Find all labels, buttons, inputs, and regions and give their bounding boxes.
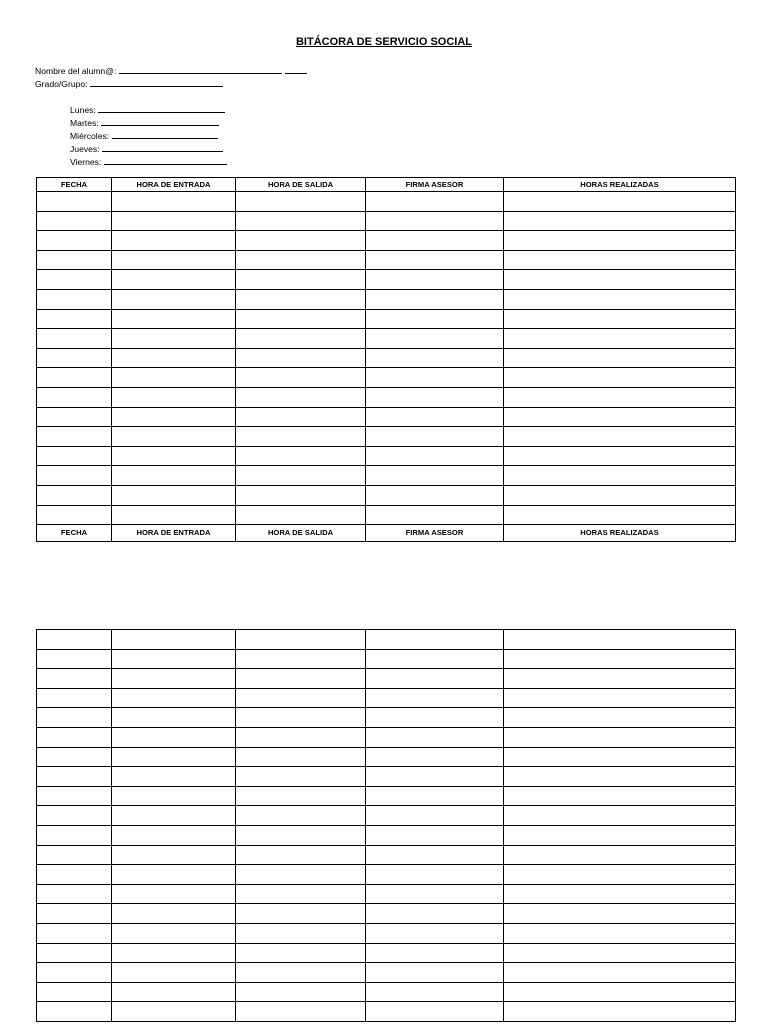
cell-firma-asesor[interactable]: [366, 845, 504, 865]
cell-horas-realizadas[interactable]: [504, 688, 736, 708]
cell-hora-salida[interactable]: [236, 669, 366, 689]
cell-hora-entrada[interactable]: [112, 923, 236, 943]
cell-fecha[interactable]: [37, 669, 112, 689]
cell-hora-entrada[interactable]: [112, 825, 236, 845]
table-footer-row: [37, 525, 736, 542]
cell-horas-realizadas[interactable]: [504, 387, 736, 407]
cell-fecha[interactable]: [37, 904, 112, 924]
footer-horas-realizadas: HORAS REALIZADAS: [504, 525, 736, 542]
table-row: [37, 923, 736, 943]
cell-fecha[interactable]: [37, 250, 112, 270]
cell-horas-realizadas[interactable]: [504, 211, 736, 231]
cell-firma-asesor[interactable]: [366, 289, 504, 309]
cell-horas-realizadas[interactable]: [504, 806, 736, 826]
cell-horas-realizadas[interactable]: [504, 1002, 736, 1022]
table-row: [37, 649, 736, 669]
cell-horas-realizadas[interactable]: [504, 767, 736, 787]
cell-fecha[interactable]: [37, 982, 112, 1002]
cell-horas-realizadas[interactable]: [504, 309, 736, 329]
cell-hora-salida[interactable]: [236, 865, 366, 885]
cell-fecha[interactable]: [37, 485, 112, 505]
cell-firma-asesor[interactable]: [366, 649, 504, 669]
cell-hora-entrada[interactable]: [112, 211, 236, 231]
nombre-blank-ext: [285, 65, 307, 74]
table-row: [37, 466, 736, 486]
cell-fecha[interactable]: [37, 767, 112, 787]
cell-horas-realizadas[interactable]: [504, 747, 736, 767]
cell-fecha[interactable]: [37, 943, 112, 963]
cell-firma-asesor[interactable]: [366, 747, 504, 767]
day-field-lunes[interactable]: [70, 104, 225, 115]
cell-fecha[interactable]: [37, 211, 112, 231]
cell-fecha[interactable]: [37, 923, 112, 943]
cell-hora-salida[interactable]: [236, 505, 366, 525]
cell-horas-realizadas[interactable]: [504, 727, 736, 747]
table-row: [37, 688, 736, 708]
cell-hora-salida[interactable]: [236, 806, 366, 826]
cell-hora-salida[interactable]: [236, 943, 366, 963]
cell-horas-realizadas[interactable]: [504, 505, 736, 525]
day-label: Miércoles:: [70, 131, 110, 141]
table-row: [37, 270, 736, 290]
cell-horas-realizadas[interactable]: [504, 348, 736, 368]
table-row: [37, 669, 736, 689]
cell-firma-asesor[interactable]: [366, 309, 504, 329]
table-row: [37, 485, 736, 505]
grado-field[interactable]: [35, 78, 223, 89]
cell-hora-entrada[interactable]: [112, 688, 236, 708]
cell-hora-salida[interactable]: [236, 211, 366, 231]
day-blank: [101, 117, 219, 126]
cell-firma-asesor[interactable]: [366, 387, 504, 407]
cell-firma-asesor[interactable]: [366, 368, 504, 388]
cell-horas-realizadas[interactable]: [504, 904, 736, 924]
cell-fecha[interactable]: [37, 786, 112, 806]
cell-hora-salida[interactable]: [236, 329, 366, 349]
table-row: [37, 309, 736, 329]
cell-fecha[interactable]: [37, 845, 112, 865]
cell-horas-realizadas[interactable]: [504, 289, 736, 309]
cell-fecha[interactable]: [37, 387, 112, 407]
cell-hora-entrada[interactable]: [112, 427, 236, 447]
cell-hora-salida[interactable]: [236, 289, 366, 309]
cell-horas-realizadas[interactable]: [504, 231, 736, 251]
cell-fecha[interactable]: [37, 884, 112, 904]
cell-firma-asesor[interactable]: [366, 427, 504, 447]
cell-firma-asesor[interactable]: [366, 806, 504, 826]
cell-hora-salida[interactable]: [236, 688, 366, 708]
cell-fecha[interactable]: [37, 727, 112, 747]
cell-hora-salida[interactable]: [236, 884, 366, 904]
cell-hora-salida[interactable]: [236, 747, 366, 767]
cell-firma-asesor[interactable]: [366, 348, 504, 368]
cell-hora-entrada[interactable]: [112, 250, 236, 270]
nombre-label: Nombre del alumn@:: [35, 66, 117, 76]
cell-fecha[interactable]: [37, 192, 112, 212]
day-blank: [102, 143, 223, 152]
cell-fecha[interactable]: [37, 630, 112, 650]
log-table-page-2: [36, 629, 736, 1022]
cell-fecha[interactable]: [37, 505, 112, 525]
cell-hora-entrada[interactable]: [112, 466, 236, 486]
cell-hora-entrada[interactable]: [112, 407, 236, 427]
cell-firma-asesor[interactable]: [366, 767, 504, 787]
cell-horas-realizadas[interactable]: [504, 630, 736, 650]
cell-hora-entrada[interactable]: [112, 943, 236, 963]
cell-fecha[interactable]: [37, 649, 112, 669]
cell-hora-salida[interactable]: [236, 923, 366, 943]
cell-hora-salida[interactable]: [236, 348, 366, 368]
cell-horas-realizadas[interactable]: [504, 708, 736, 728]
cell-hora-entrada[interactable]: [112, 446, 236, 466]
table-row: [37, 904, 736, 924]
table-row: [37, 387, 736, 407]
table-row: [37, 407, 736, 427]
table-row: [37, 250, 736, 270]
cell-fecha[interactable]: [37, 825, 112, 845]
table-row: [37, 427, 736, 447]
cell-firma-asesor[interactable]: [366, 407, 504, 427]
cell-hora-entrada[interactable]: [112, 767, 236, 787]
cell-fecha[interactable]: [37, 427, 112, 447]
cell-fecha[interactable]: [37, 963, 112, 983]
cell-fecha[interactable]: [37, 329, 112, 349]
table-row: [37, 1002, 736, 1022]
cell-horas-realizadas[interactable]: [504, 884, 736, 904]
day-label: Lunes:: [70, 105, 96, 115]
cell-fecha[interactable]: [37, 446, 112, 466]
table-row: [37, 231, 736, 251]
table-row: [37, 963, 736, 983]
cell-hora-entrada[interactable]: [112, 982, 236, 1002]
grado-blank: [90, 78, 223, 87]
cell-hora-salida[interactable]: [236, 407, 366, 427]
header-horas-realizadas: HORAS REALIZADAS: [504, 178, 736, 192]
footer-hora-entrada: HORA DE ENTRADA: [112, 525, 236, 542]
cell-horas-realizadas[interactable]: [504, 368, 736, 388]
header-fecha: FECHA: [37, 178, 112, 192]
cell-hora-salida[interactable]: [236, 904, 366, 924]
table-row: [37, 786, 736, 806]
cell-hora-salida[interactable]: [236, 767, 366, 787]
day-blank: [98, 104, 225, 113]
cell-firma-asesor[interactable]: [366, 943, 504, 963]
cell-hora-entrada[interactable]: [112, 845, 236, 865]
cell-hora-salida[interactable]: [236, 427, 366, 447]
cell-hora-entrada[interactable]: [112, 309, 236, 329]
day-blank: [112, 130, 218, 139]
cell-hora-entrada[interactable]: [112, 669, 236, 689]
header-hora-salida: HORA DE SALIDA: [236, 178, 366, 192]
table-row: [37, 767, 736, 787]
cell-hora-entrada[interactable]: [112, 1002, 236, 1022]
table-row: [37, 982, 736, 1002]
nombre-field[interactable]: [35, 65, 307, 76]
cell-horas-realizadas[interactable]: [504, 825, 736, 845]
cell-hora-entrada[interactable]: [112, 270, 236, 290]
cell-fecha[interactable]: [37, 348, 112, 368]
cell-fecha[interactable]: [37, 688, 112, 708]
grado-label: Grado/Grupo:: [35, 79, 88, 89]
table-row: [37, 884, 736, 904]
cell-hora-salida[interactable]: [236, 250, 366, 270]
cell-firma-asesor[interactable]: [366, 923, 504, 943]
cell-fecha[interactable]: [37, 466, 112, 486]
cell-firma-asesor[interactable]: [366, 466, 504, 486]
cell-firma-asesor[interactable]: [366, 505, 504, 525]
day-field-viernes[interactable]: [70, 156, 227, 167]
cell-fecha[interactable]: [37, 865, 112, 885]
cell-horas-realizadas[interactable]: [504, 270, 736, 290]
cell-hora-salida[interactable]: [236, 485, 366, 505]
nombre-blank: [119, 65, 282, 74]
table-row: [37, 943, 736, 963]
cell-hora-entrada[interactable]: [112, 786, 236, 806]
cell-hora-salida[interactable]: [236, 231, 366, 251]
cell-hora-entrada[interactable]: [112, 806, 236, 826]
cell-hora-salida[interactable]: [236, 309, 366, 329]
cell-firma-asesor[interactable]: [366, 786, 504, 806]
cell-fecha[interactable]: [37, 1002, 112, 1022]
cell-hora-salida[interactable]: [236, 368, 366, 388]
table-row: [37, 825, 736, 845]
table-row: [37, 806, 736, 826]
table-row: [37, 289, 736, 309]
day-label: Viernes:: [70, 157, 102, 167]
table-row: [37, 505, 736, 525]
cell-horas-realizadas[interactable]: [504, 485, 736, 505]
cell-hora-salida[interactable]: [236, 963, 366, 983]
cell-fecha[interactable]: [37, 231, 112, 251]
cell-horas-realizadas[interactable]: [504, 845, 736, 865]
cell-horas-realizadas[interactable]: [504, 192, 736, 212]
cell-firma-asesor[interactable]: [366, 1002, 504, 1022]
cell-horas-realizadas[interactable]: [504, 923, 736, 943]
table-row: [37, 211, 736, 231]
cell-firma-asesor[interactable]: [366, 231, 504, 251]
table-row: [37, 845, 736, 865]
cell-hora-entrada[interactable]: [112, 884, 236, 904]
cell-fecha[interactable]: [37, 407, 112, 427]
document-title: BITÁCORA DE SERVICIO SOCIAL: [295, 36, 473, 48]
cell-horas-realizadas[interactable]: [504, 865, 736, 885]
cell-hora-entrada[interactable]: [112, 192, 236, 212]
cell-hora-salida[interactable]: [236, 786, 366, 806]
day-field-jueves[interactable]: [70, 143, 223, 154]
table-row: [37, 865, 736, 885]
cell-firma-asesor[interactable]: [366, 329, 504, 349]
cell-firma-asesor[interactable]: [366, 982, 504, 1002]
table-row: [37, 708, 736, 728]
cell-firma-asesor[interactable]: [366, 250, 504, 270]
cell-horas-realizadas[interactable]: [504, 786, 736, 806]
cell-firma-asesor[interactable]: [366, 963, 504, 983]
cell-horas-realizadas[interactable]: [504, 669, 736, 689]
cell-hora-entrada[interactable]: [112, 963, 236, 983]
cell-fecha[interactable]: [37, 289, 112, 309]
cell-hora-entrada[interactable]: [112, 329, 236, 349]
table-row: [37, 368, 736, 388]
day-label: Martes:: [70, 118, 99, 128]
cell-firma-asesor[interactable]: [366, 688, 504, 708]
table-row: [37, 348, 736, 368]
cell-hora-salida[interactable]: [236, 270, 366, 290]
table-row: [37, 727, 736, 747]
cell-firma-asesor[interactable]: [366, 884, 504, 904]
cell-hora-entrada[interactable]: [112, 231, 236, 251]
cell-fecha[interactable]: [37, 270, 112, 290]
footer-fecha: FECHA: [37, 525, 112, 542]
cell-hora-salida[interactable]: [236, 630, 366, 650]
cell-firma-asesor[interactable]: [366, 446, 504, 466]
table-row: [37, 630, 736, 650]
cell-hora-entrada[interactable]: [112, 649, 236, 669]
day-field-miercoles[interactable]: [70, 130, 218, 141]
cell-hora-salida[interactable]: [236, 825, 366, 845]
day-blank: [104, 156, 227, 165]
cell-fecha[interactable]: [37, 708, 112, 728]
cell-horas-realizadas[interactable]: [504, 427, 736, 447]
header-hora-entrada: HORA DE ENTRADA: [112, 178, 236, 192]
table-row: [37, 329, 736, 349]
table-row: [37, 747, 736, 767]
cell-horas-realizadas[interactable]: [504, 329, 736, 349]
cell-hora-salida[interactable]: [236, 387, 366, 407]
log-table-page-1: [36, 177, 736, 542]
footer-firma-asesor: FIRMA ASESOR: [366, 525, 504, 542]
cell-hora-salida[interactable]: [236, 982, 366, 1002]
day-label: Jueves:: [70, 144, 100, 154]
cell-fecha[interactable]: [37, 747, 112, 767]
cell-hora-salida[interactable]: [236, 192, 366, 212]
cell-hora-salida[interactable]: [236, 727, 366, 747]
cell-hora-salida[interactable]: [236, 466, 366, 486]
cell-horas-realizadas[interactable]: [504, 407, 736, 427]
cell-hora-entrada[interactable]: [112, 630, 236, 650]
cell-firma-asesor[interactable]: [366, 485, 504, 505]
cell-hora-salida[interactable]: [236, 446, 366, 466]
header-firma-asesor: FIRMA ASESOR: [366, 178, 504, 192]
table-row: [37, 192, 736, 212]
cell-hora-entrada[interactable]: [112, 505, 236, 525]
cell-hora-entrada[interactable]: [112, 368, 236, 388]
cell-horas-realizadas[interactable]: [504, 250, 736, 270]
cell-firma-asesor[interactable]: [366, 708, 504, 728]
cell-firma-asesor[interactable]: [366, 211, 504, 231]
cell-firma-asesor[interactable]: [366, 727, 504, 747]
cell-firma-asesor[interactable]: [366, 192, 504, 212]
cell-hora-entrada[interactable]: [112, 727, 236, 747]
cell-horas-realizadas[interactable]: [504, 963, 736, 983]
cell-firma-asesor[interactable]: [366, 669, 504, 689]
cell-firma-asesor[interactable]: [366, 904, 504, 924]
cell-horas-realizadas[interactable]: [504, 446, 736, 466]
cell-hora-entrada[interactable]: [112, 348, 236, 368]
day-field-martes[interactable]: [70, 117, 219, 128]
cell-hora-entrada[interactable]: [112, 904, 236, 924]
cell-firma-asesor[interactable]: [366, 630, 504, 650]
cell-hora-salida[interactable]: [236, 649, 366, 669]
cell-hora-salida[interactable]: [236, 708, 366, 728]
cell-hora-entrada[interactable]: [112, 387, 236, 407]
cell-fecha[interactable]: [37, 309, 112, 329]
cell-fecha[interactable]: [37, 806, 112, 826]
cell-horas-realizadas[interactable]: [504, 982, 736, 1002]
cell-firma-asesor[interactable]: [366, 865, 504, 885]
cell-hora-entrada[interactable]: [112, 289, 236, 309]
cell-fecha[interactable]: [37, 368, 112, 388]
cell-firma-asesor[interactable]: [366, 270, 504, 290]
table-header-row: [37, 178, 736, 192]
cell-horas-realizadas[interactable]: [504, 649, 736, 669]
cell-hora-entrada[interactable]: [112, 708, 236, 728]
cell-hora-salida[interactable]: [236, 1002, 366, 1022]
table-row: [37, 446, 736, 466]
cell-hora-entrada[interactable]: [112, 865, 236, 885]
footer-hora-salida: HORA DE SALIDA: [236, 525, 366, 542]
cell-hora-salida[interactable]: [236, 845, 366, 865]
cell-firma-asesor[interactable]: [366, 825, 504, 845]
cell-horas-realizadas[interactable]: [504, 943, 736, 963]
cell-horas-realizadas[interactable]: [504, 466, 736, 486]
cell-hora-entrada[interactable]: [112, 747, 236, 767]
cell-hora-entrada[interactable]: [112, 485, 236, 505]
